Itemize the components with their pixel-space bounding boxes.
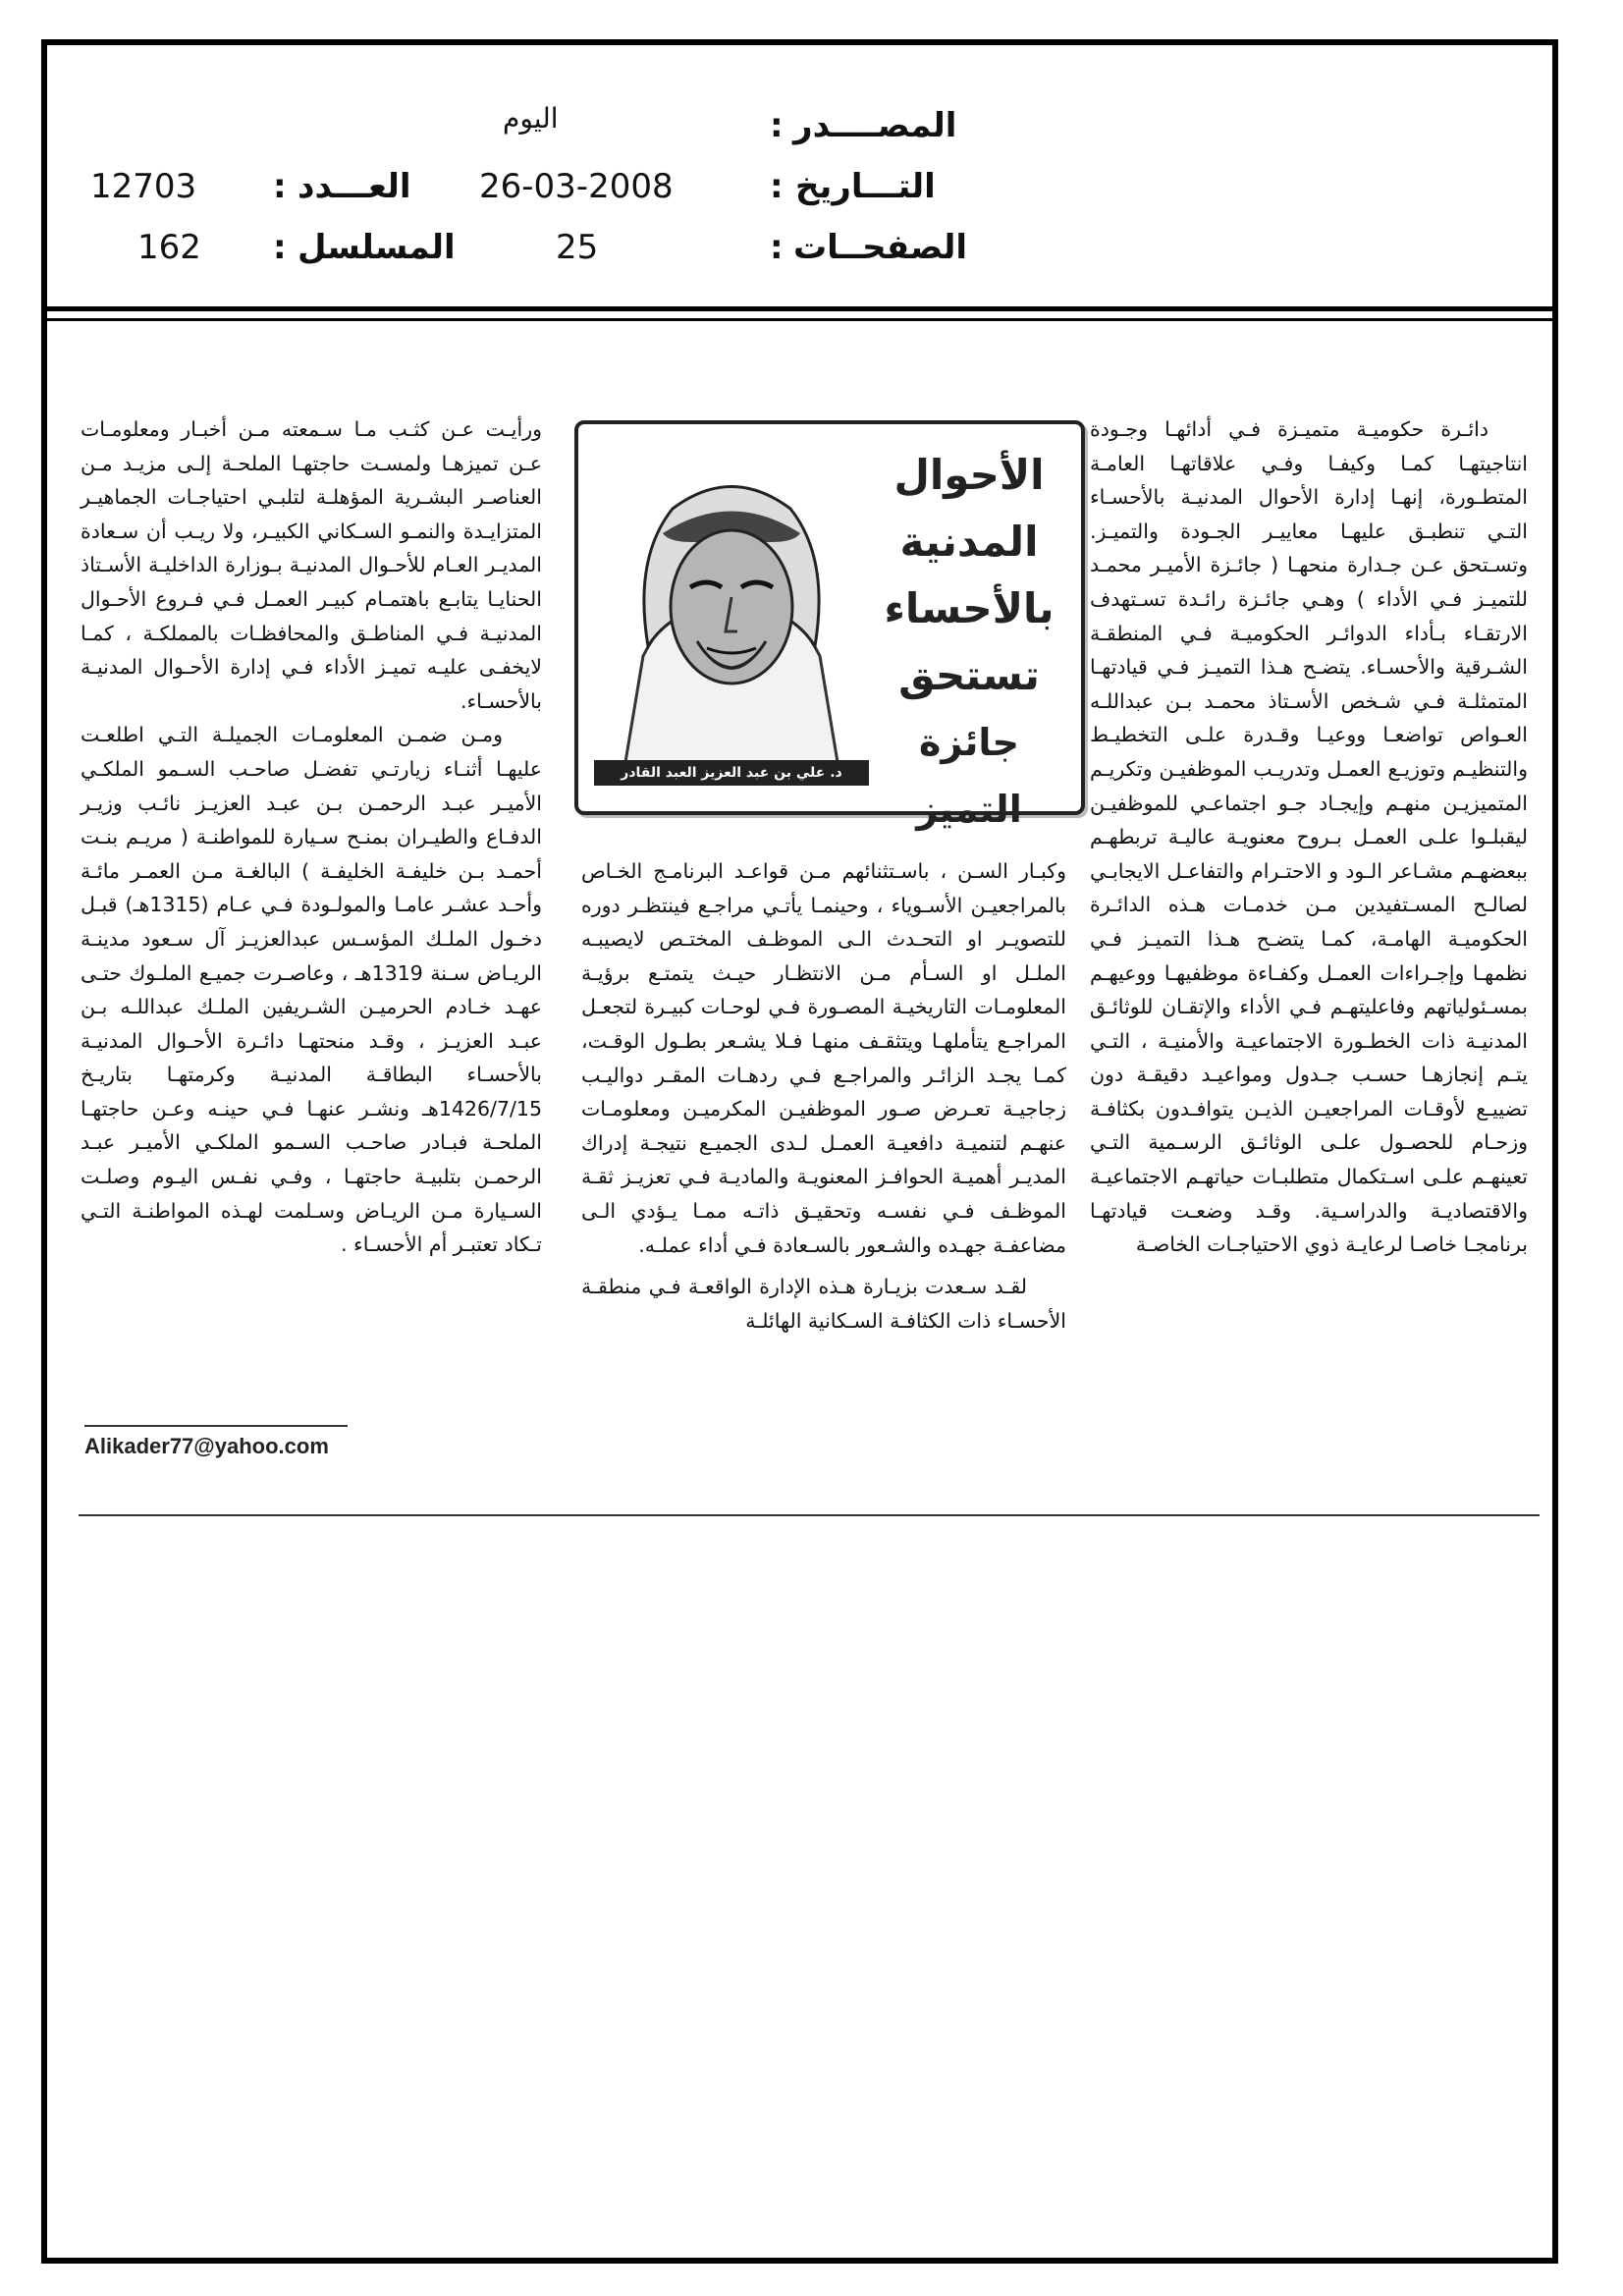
author-photo: [594, 440, 869, 774]
article-headline: [871, 442, 1067, 843]
headline-line: تستحق: [898, 651, 1040, 699]
headline-line: جائزة التميز: [916, 721, 1022, 831]
source-colon: :: [770, 106, 784, 145]
article-paragraph: وكبـار السـن ، باسـتثنائهم مـن قواعـد البرنامـج الخـاص بالمراجعيـن الأسـوياء ، وحينمـا يأتـي مراجـع فينتظـر دوره للتصويـر او التحـدث الـى الموظـف المختـص لايصيبـه الملـل او السـأم مـن الانتظـار حيـث يتمتـع برؤيـة المعلومـات التاريخيـة المصـورة فـي لوحـات كبيـرة لتجعـل المراجـع يتأملهـا ويتثقـف منهـا فـلا يشـعر بطـول الوقـت، كمـا يجـد الزائـر والمراجـع فـي ردهـات المقـر دواليـب زجاجيـة تعـرض صـور الموظفيـن المكرميـن ومعلومـات عنهـم لتنميـة دافعيـة العمـل لـدى الجميـع نتيجـة إدراك المديـر أهميـة الحوافـز المعنويـة والماديـة فـي تعزيـز ثقـة الموظـف فـي نفسـه وتحقيـق ذاتـه ممـا يـؤدي الـى مضاعفـة جهـده والشـعور بالسـعادة فـي أداء عملـه.: [581, 859, 1066, 1257]
pages-value: 25: [556, 228, 599, 267]
serial-value: 162: [137, 228, 201, 267]
source-label: المصــــدر: [793, 106, 957, 145]
headline-box: [574, 420, 1085, 831]
article-column-middle: [581, 854, 1066, 1338]
article-bottom-rule: [79, 1514, 1540, 1516]
headline-line: الأحوال: [893, 451, 1045, 499]
issue-label: العـــدد: [298, 167, 411, 206]
author-portrait-icon: [594, 440, 869, 774]
article-paragraph: لقـد سـعدت بزيـارة هـذه الإدارة الواقعـة فـي منطقـة الأحسـاء ذات الكثافـة السـكانية الهائلـة: [581, 1275, 1066, 1333]
article-paragraph: دائـرة حكوميـة متميـزة فـي أدائهـا وجـودة انتاجيتهـا كمـا وكيفـا وفـي علاقاتهـا العامـة المتطـورة، إنهـا إدارة الأحوال المدنيـة بالأحسـاء التـي تنطبـق عليهـا معاييـر الجـودة والتميـز. وتسـتحق عـن جـدارة منحهـا ( جائـزة الأميـر محمـد للتميـز فـي الأداء ) وهـي جائـزة رائـدة تسـتهدف الارتقـاء بـأداء الدوائـر الحكوميـة فـي المنطقـة الشـرقية والأحسـاء. يتضـح هـذا التميـز فـي قيادتهـا المتمثلـة فـي شـخص الأسـتاذ محمـد بـن عبداللـه العـواص تواضعـا ووعيـا وقـدرة علـى التخطيـط والتنظيـم وتوزيـع العمـل وتدريـب الموظفيـن وتكريـم المتميزيـن منهـم وإيجـاد جـو اجتماعـي للموظفيـن ليقبلـوا علـى العمـل بـروح معنويـة عاليـة تربطهـم ببعضهـم مشـاعر الـود و الاحتـرام والتفاعـل الايجابـي لصالـح المسـتفيدين مـن خدمـات هـذه الدائـرة الحكوميـة الهامـة، كمـا يتضـح هـذا التميـز فـي نظمهـا وإجـراءات العمـل وكفـاءة موظفيهـا ووعيهـم بمسـئولياتهم وفاعليتهـم فـي الأداء والإتقـان للوثائـق المدنيـة ذات الخطـورة الاجتماعيـة والأمنيـة ، التـي يتـم إنجازهـا حسـب جـدول ومواعيـد دقيقـة دون تضييـع لأوقـات المراجعيـن الذيـن يتوافـدون بكثافـة وزحـام للحصـول علـى الوثائـق الرسـمية التـي تعينهـم علـى اسـتكمال متطلبـات حياتهـم الاجتماعيـة والاقتصاديـة والدراسـية. وقـد وضعـت قيادتهـا برنامجـا خاصـا لرعايـة ذوي الاحتياجـات الخاصـة: [1090, 417, 1528, 1257]
signature-divider: [84, 1425, 348, 1427]
date-label: التـــاريخ: [795, 167, 936, 206]
article-paragraph: ورأيـت عـن كثـب مـا سـمعته مـن أخبـار ومعلومـات عـن تميزهـا ولمسـت حاجتهـا الملحـة إلـى مزيـد مـن العناصـر البشـرية المؤهلـة لتلبـي احتياجـات الجماهيـر المتزايـدة والنمـو السـكاني الكبيـر، ولا ريـب أن سـعادة المديـر العـام للأحـوال المدنيـة بـوزارة الداخليـة الأسـتاذ الحنايـا يتابـع باهتمـام كبيـر العمـل فـي فـروع الأحـوال المدنيـة فـي المناطـق والمحافظـات بالمملكـة ، كمـا لايخفـى عليـه تميـز الأداء فـي إدارة الأحـوال المدنيـة بالأحسـاء.: [81, 417, 542, 713]
author-email: Alikader77@yahoo.com: [84, 1434, 329, 1458]
serial-label: المسلسل: [298, 228, 456, 267]
header-divider-top: [41, 306, 1558, 311]
issue-value: 12703: [90, 167, 197, 206]
pages-label: الصفحــات: [793, 228, 968, 267]
date-colon: :: [770, 167, 784, 206]
article-paragraph: ومـن ضمـن المعلومـات الجميلـة التـي اطلعـت عليهـا أثنـاء زيارتـي تفضـل صاحـب السـمو الملكـي الأميـر عبـد الرحمـن بـن عبـد العزيـز نائـب وزيـر الدفـاع والطيـران بمنـح سـيارة للمواطنـة ( مريـم بنـت أحمـد بـن خليفـة الخليفـة ) البالغـة مـن العمـر مائـة وأحـد عشـر عامـا والمولـودة فـي عـام (1315هـ) قبـل دخـول الملـك المؤسـس عبدالعزيـز آل سـعود مدينـة الريـاض سـنة 1319هـ ، وعاصـرت جميـع الملـوك حتـى عهـد خـادم الحرميـن الشـريفين الملـك عبداللـه بـن عبـد العزيـز ، وقـد منحتهـا دائـرة الأحـوال المدنيـة بالأحسـاء البطاقـة المدنيـة وكرمتهـا بتاريـخ 1426/7/15هـ ونشـر عنهـا فـي حينـه وعـن حاجتهـا الملحـة فبـادر صاحـب السـمو الملكـي الأميـر عبـد الرحمـن بتلبيـة حاجتهـا ، وفـي نفـس اليـوم وصلـت السـيارة مـن الريـاض وسـلمت لهـذه المواطنـة التـي تـكاد تعتبـر أم الأحسـاء .: [81, 723, 542, 1257]
headline-line: المدنية: [899, 518, 1039, 566]
source-value: اليوم: [503, 102, 559, 135]
date-value: 26-03-2008: [479, 167, 674, 206]
article-column-left: [81, 412, 542, 1262]
author-byline: د. علي بن عبد العزيز العبد القادر: [594, 760, 869, 786]
header-divider-bottom: [41, 318, 1558, 321]
article-column-right: [1090, 412, 1528, 1262]
issue-colon: :: [273, 167, 287, 206]
serial-colon: :: [273, 228, 287, 267]
pages-colon: :: [770, 228, 784, 267]
headline-line: بالأحساء: [884, 584, 1055, 632]
